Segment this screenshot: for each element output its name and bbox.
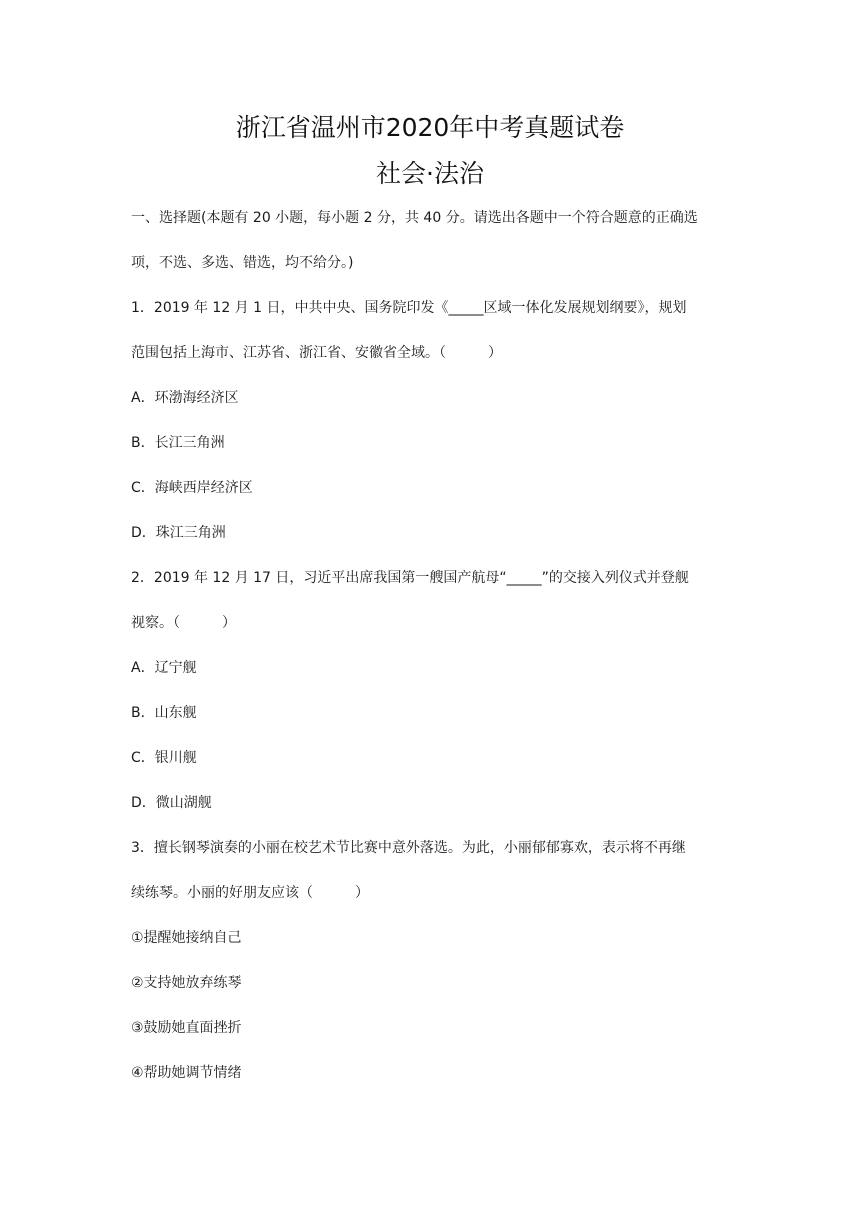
question-2-option-d: D．微山湖舰 [131,795,212,811]
section-instructions-line-2: 项，不选、多选、错选，均不给分。) [131,255,354,271]
question-2-stem-line-2: 视察。（ ） [131,615,236,631]
question-2-option-b: B．山东舰 [131,705,197,721]
question-1-option-c: C．海峡西岸经济区 [131,480,253,496]
section-instructions-line-1: 一、选择题(本题有 20 小题，每小题 2 分，共 40 分。请选出各题中一个符合题意的正确选 [131,210,698,226]
question-3-statement-1: ①提醒她接纳自己 [131,930,242,946]
question-3-statement-3: ③鼓励她直面挫折 [131,1020,242,1036]
question-2-stem-line-1: 2．2019 年 12 月 17 日，习近平出席我国第一艘国产航母“_____”的交接入列仪式并登舰 [131,570,689,586]
exam-title: 浙江省温州市2020年中考真题试卷 [235,113,625,142]
question-2-option-c: C．银川舰 [131,750,197,766]
question-1-stem-line-1: 1．2019 年 12 月 1 日，中共中央、国务院印发《_____区域一体化发展规划纲要》，规划 [131,300,687,316]
question-3-stem-line-1: 3．擅长钢琴演奏的小丽在校艺术节比赛中意外落选。为此，小丽郁郁寡欢，表示将不再继 [131,840,686,856]
question-1-option-b: B．长江三角洲 [131,435,225,451]
question-1-stem-line-2: 范围包括上海市、江苏省、浙江省、安徽省全域。（ ） [131,345,502,361]
question-3-statement-2: ②支持她放弃练琴 [131,975,242,991]
question-1-option-a: A．环渤海经济区 [131,390,239,406]
question-2-option-a: A．辽宁舰 [131,660,197,676]
exam-subject: 社会·法治 [376,159,484,188]
question-3-statement-4: ④帮助她调节情绪 [131,1065,242,1081]
question-3-stem-line-2: 续练琴。小丽的好朋友应该（ ） [131,885,369,901]
question-1-option-d: D．珠江三角洲 [131,525,226,541]
